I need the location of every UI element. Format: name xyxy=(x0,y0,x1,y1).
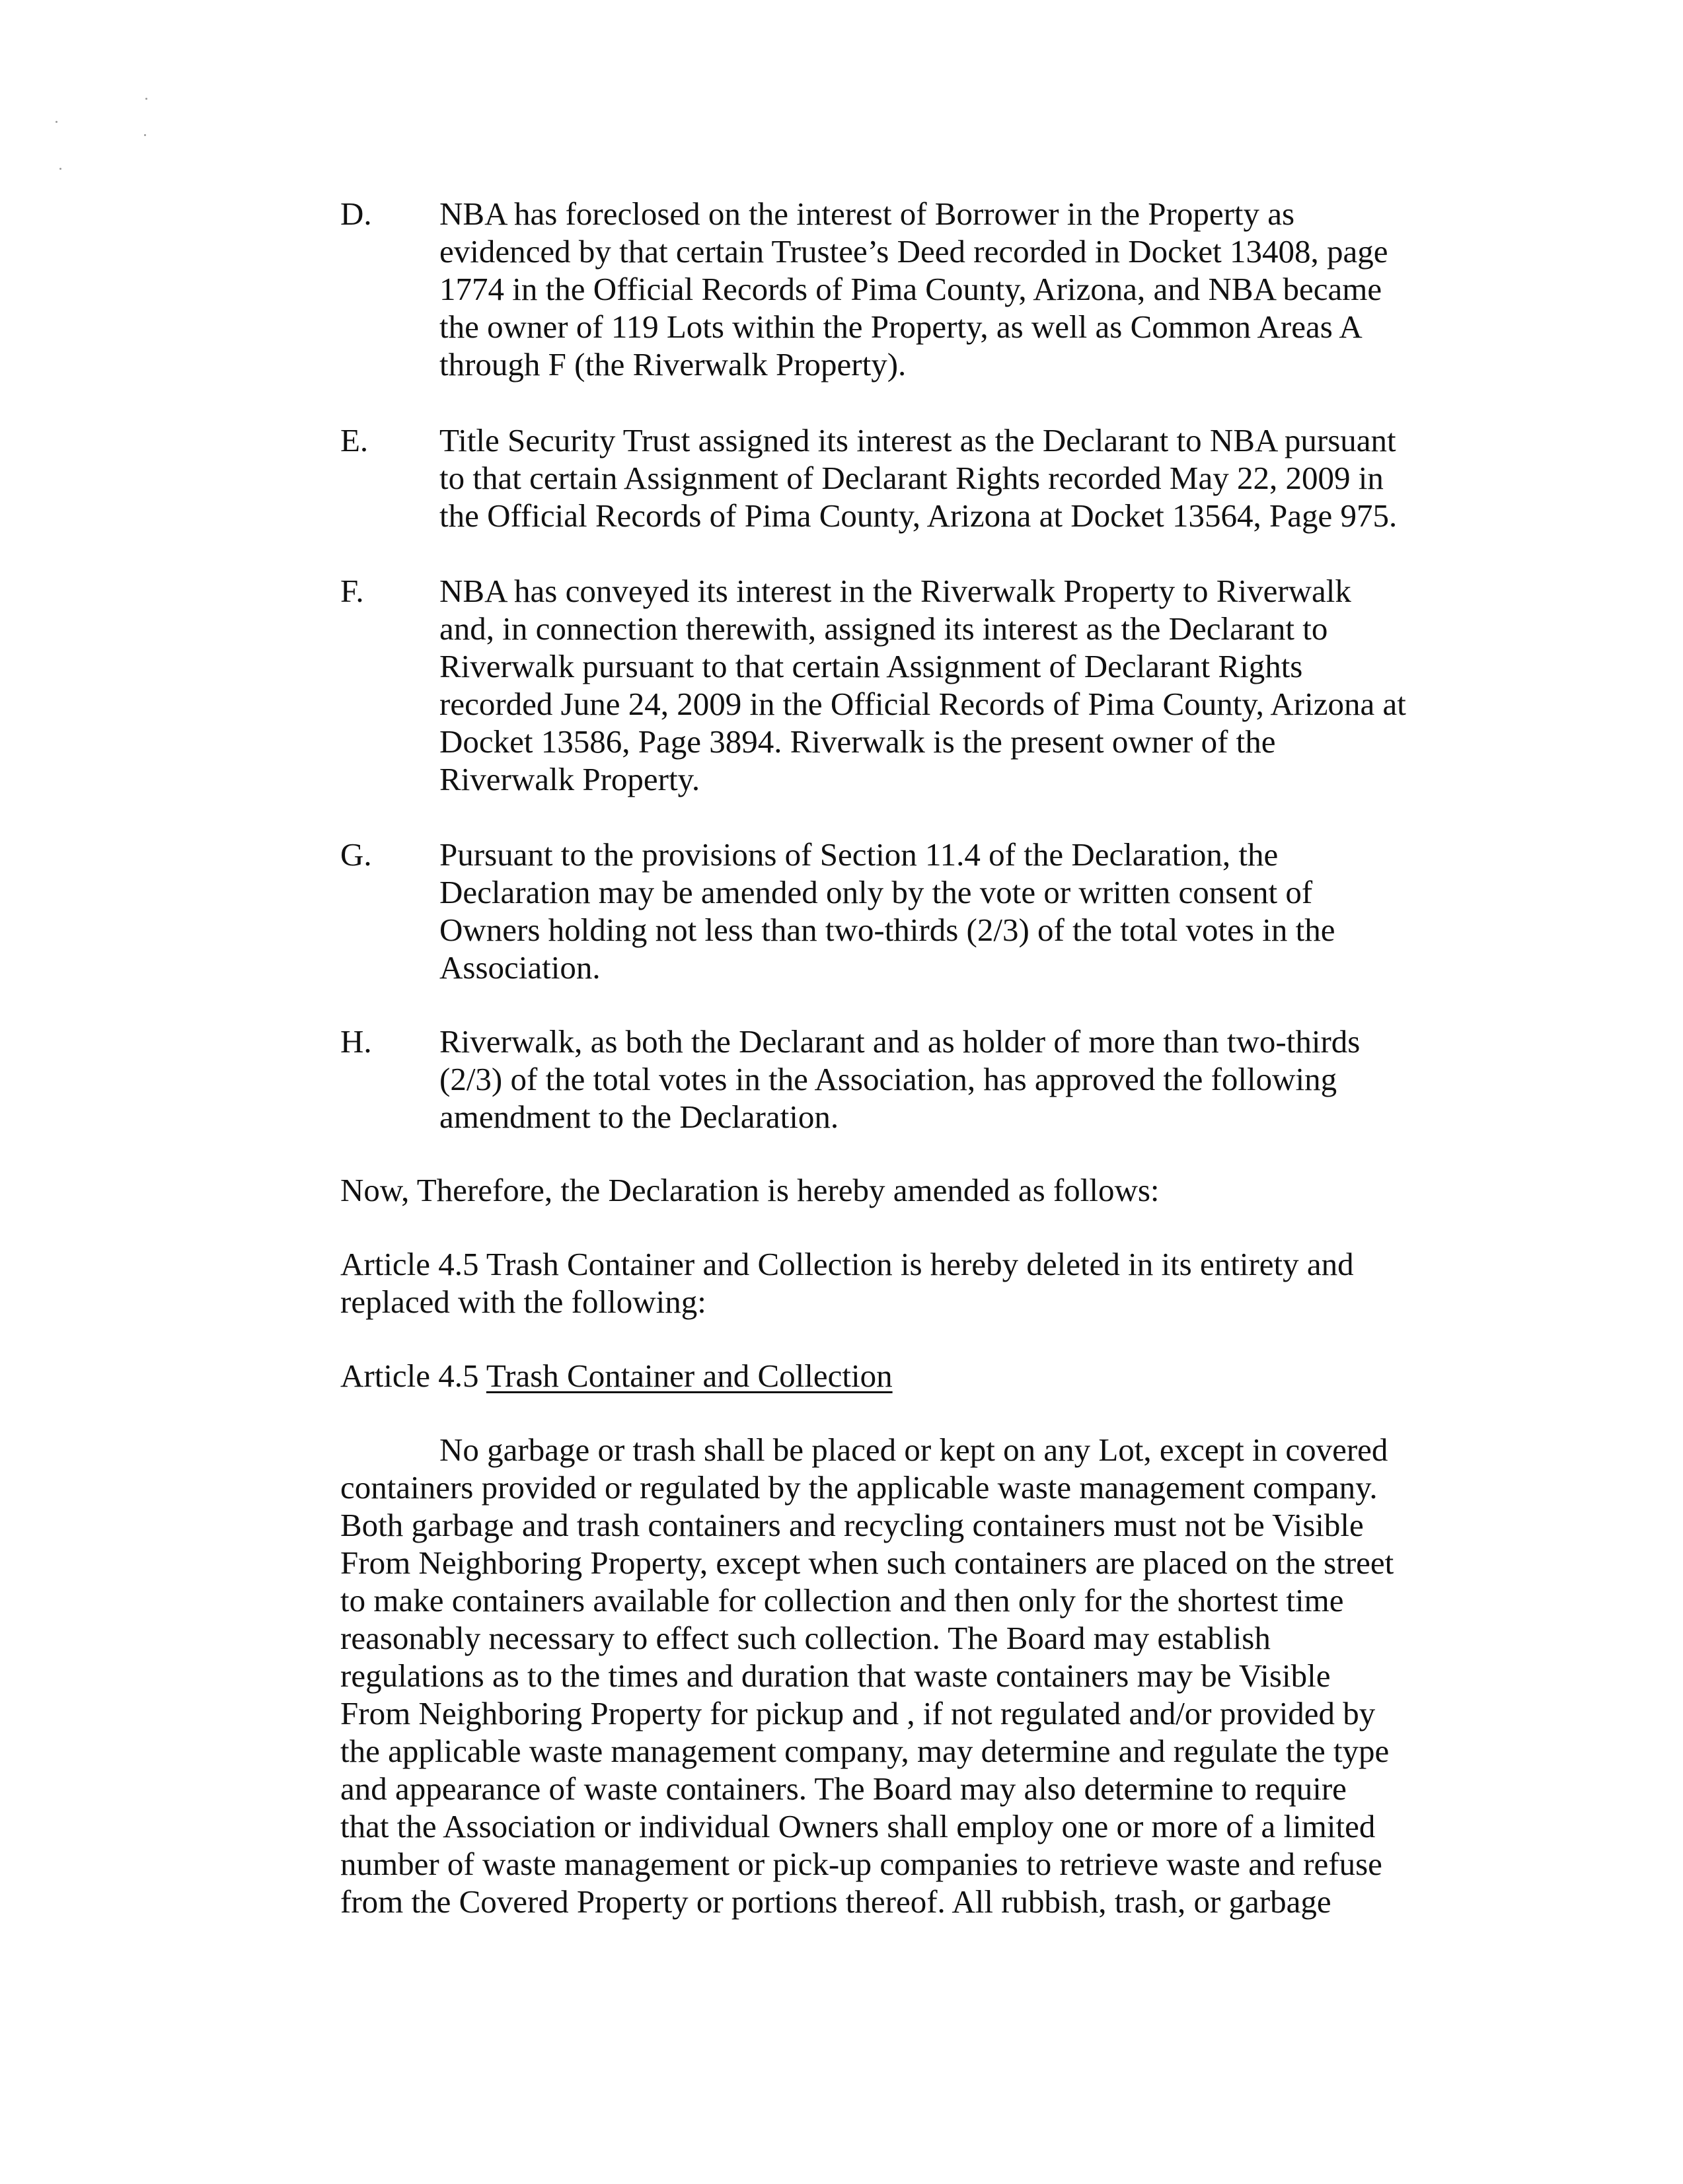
body-line: number of waste management or pick-up companies to retrieve waste and refuse xyxy=(340,1846,1382,1882)
body-line: that the Association or individual Owners shall employ one or more of a limited xyxy=(340,1808,1376,1844)
recital-line: Owners holding not less than two-thirds (2/3) of the total votes in the xyxy=(439,912,1335,948)
recital-line: 1774 in the Official Records of Pima County, Arizona, and NBA became xyxy=(439,271,1382,307)
body-line: and appearance of waste containers. The Board may also determine to require xyxy=(340,1770,1347,1807)
recital-line: Title Security Trust assigned its interest as the Declarant to NBA pursuant xyxy=(439,422,1396,458)
recital-line: the owner of 119 Lots within the Property, as well as Common Areas A xyxy=(439,309,1363,345)
article-intro-line: Article 4.5 Trash Container and Collection is hereby deleted in its entirety and xyxy=(340,1246,1354,1282)
recital-line: through F (the Riverwalk Property). xyxy=(439,346,907,382)
recital-line: evidenced by that certain Trustee’s Deed recorded in Docket 13408, page xyxy=(439,233,1388,270)
recital-letter: E. xyxy=(340,422,369,458)
recital-line: to that certain Assignment of Declarant Rights recorded May 22, 2009 in xyxy=(439,460,1384,496)
scan-speck xyxy=(144,134,146,136)
recital-letter: H. xyxy=(340,1023,372,1060)
recital-line: (2/3) of the total votes in the Association, has approved the following xyxy=(439,1061,1337,1097)
recital-line: recorded June 24, 2009 in the Official Records of Pima County, Arizona at xyxy=(439,686,1406,722)
recital-line: Pursuant to the provisions of Section 11.4 of the Declaration, the xyxy=(439,836,1279,873)
recital-line: amendment to the Declaration. xyxy=(439,1099,839,1135)
recital-letter: G. xyxy=(340,836,372,873)
recital-line: Docket 13586, Page 3894. Riverwalk is the present owner of the xyxy=(439,723,1276,760)
scan-speck xyxy=(59,168,61,170)
recital-line: Riverwalk, as both the Declarant and as holder of more than two-thirds xyxy=(439,1023,1361,1060)
article-title: Trash Container and Collection xyxy=(486,1358,893,1394)
article-intro-line: replaced with the following: xyxy=(340,1284,706,1320)
recital-line: NBA has conveyed its interest in the Riverwalk Property to Riverwalk xyxy=(439,573,1351,609)
recital-line: Riverwalk Property. xyxy=(439,761,700,797)
body-line: Both garbage and trash containers and recycling containers must not be Visible xyxy=(340,1507,1364,1543)
article-number: Article 4.5 xyxy=(340,1358,486,1394)
recital-letter: F. xyxy=(340,573,364,609)
recital-line: NBA has foreclosed on the interest of Borrower in the Property as xyxy=(439,196,1295,232)
recital-letter: D. xyxy=(340,196,372,232)
now-therefore-line: Now, Therefore, the Declaration is hereby amended as follows: xyxy=(340,1172,1160,1208)
recital-line: Declaration may be amended only by the vote or written consent of xyxy=(439,874,1313,910)
body-line: reasonably necessary to effect such collection. The Board may establish xyxy=(340,1620,1271,1656)
recital-line: Riverwalk pursuant to that certain Assignment of Declarant Rights xyxy=(439,648,1303,684)
body-line: From Neighboring Property, except when such containers are placed on the street xyxy=(340,1545,1394,1581)
scan-speck xyxy=(56,121,57,123)
recital-line: the Official Records of Pima County, Arizona at Docket 13564, Page 975. xyxy=(439,497,1398,534)
body-line: containers provided or regulated by the applicable waste management company. xyxy=(340,1469,1378,1506)
recital-line: Association. xyxy=(439,949,601,986)
body-line: to make containers available for collection and then only for the shortest time xyxy=(340,1582,1344,1619)
body-line: from the Covered Property or portions thereof. All rubbish, trash, or garbage xyxy=(340,1883,1331,1920)
body-line: the applicable waste management company, may determine and regulate the type xyxy=(340,1733,1390,1769)
body-line: regulations as to the times and duration that waste containers may be Visible xyxy=(340,1657,1331,1694)
body-line: From Neighboring Property for pickup and , if not regulated and/or provided by xyxy=(340,1695,1376,1731)
recital-line: and, in connection therewith, assigned its interest as the Declarant to xyxy=(439,610,1328,647)
article-heading xyxy=(340,1357,893,1395)
body-line: No garbage or trash shall be placed or kept on any Lot, except in covered xyxy=(439,1432,1388,1468)
scan-speck xyxy=(145,98,147,100)
